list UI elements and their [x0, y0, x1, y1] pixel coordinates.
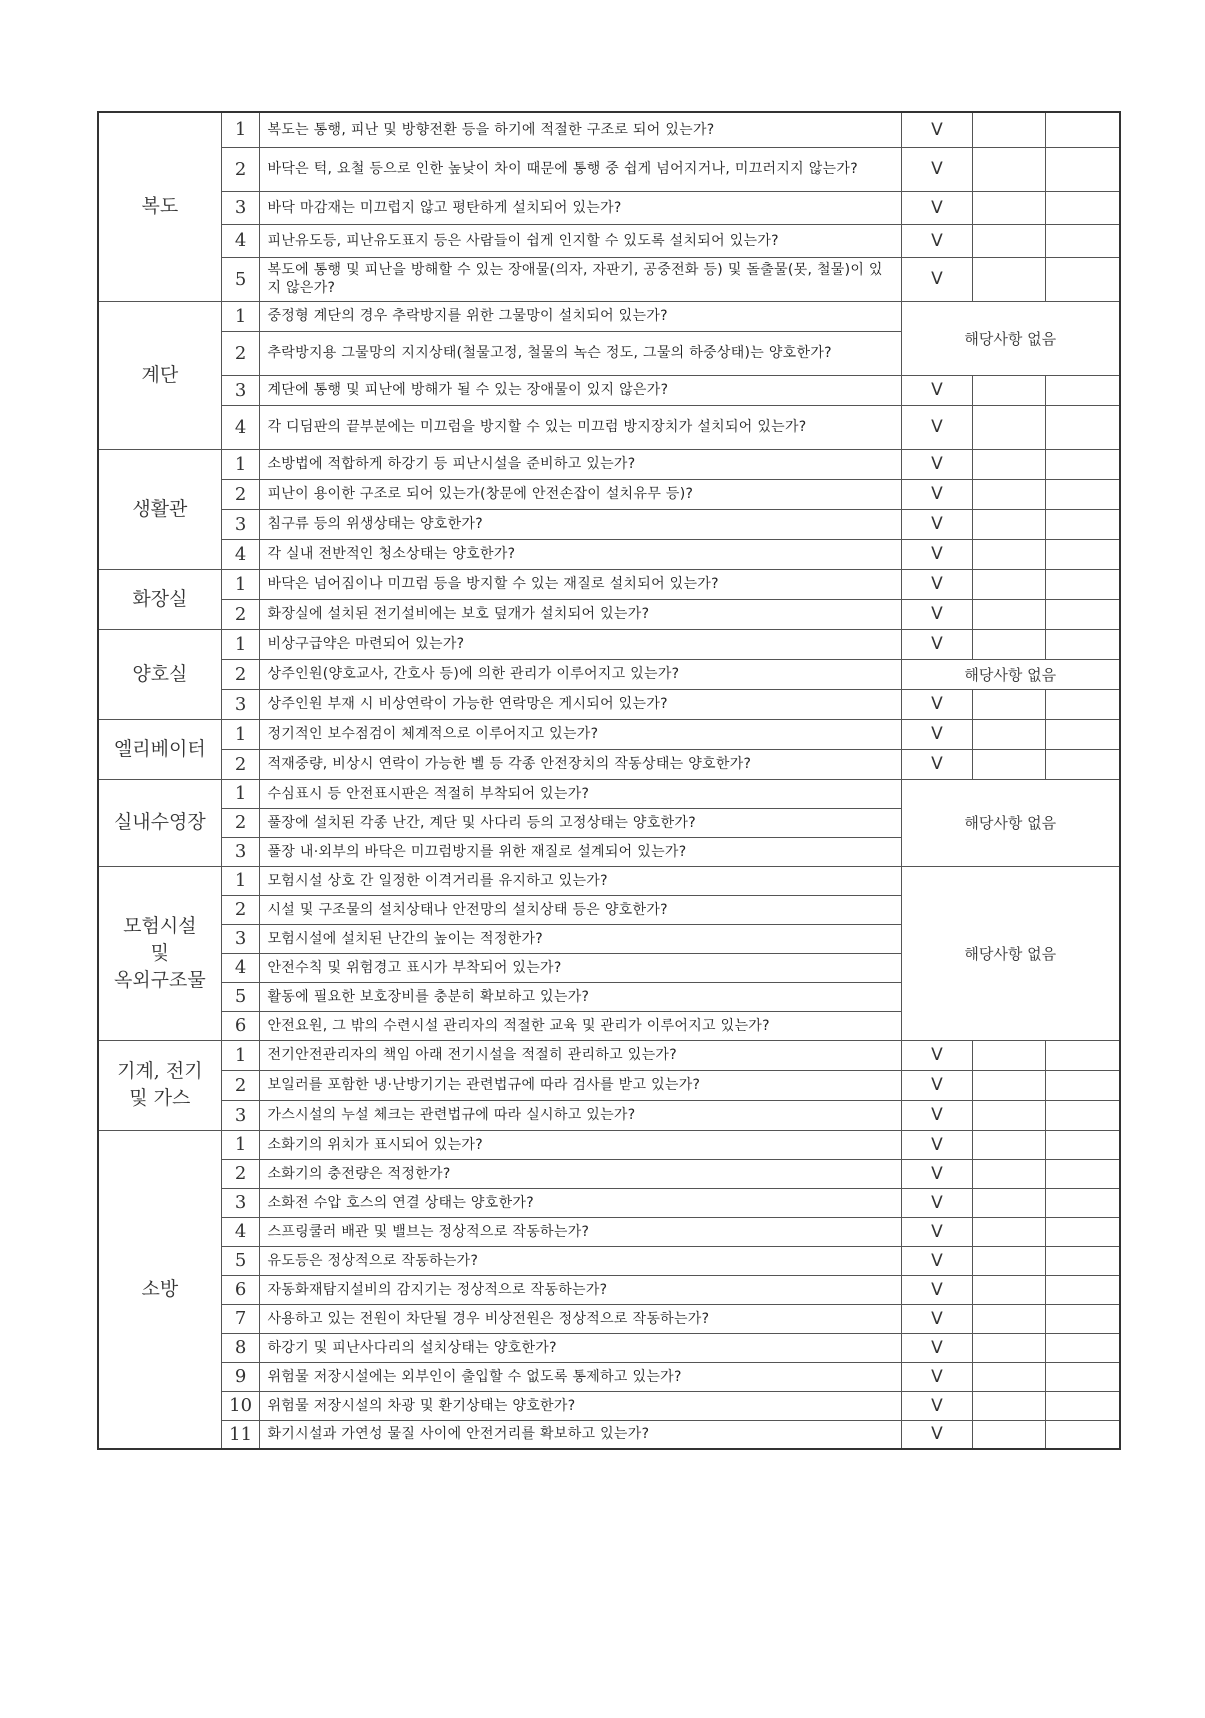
item-question: 보일러를 포함한 냉·난방기기는 관련법규에 따라 검사를 받고 있는가? — [260, 1070, 901, 1100]
section-label — [98, 719, 221, 779]
table-row — [98, 569, 1120, 599]
item-number: 5 — [221, 1246, 260, 1275]
blank-cell — [973, 375, 1046, 405]
item-question: 안전요원, 그 밖의 수련시설 관리자의 적절한 교육 및 관리가 이루어지고 있는가? — [260, 1011, 901, 1040]
blank-cell — [1046, 479, 1120, 509]
item-number: 2 — [221, 147, 260, 191]
item-question: 계단에 통행 및 피난에 방해가 될 수 있는 장애물이 있지 않은가? — [260, 375, 901, 405]
blank-cell — [973, 147, 1046, 191]
item-question: 위험물 저장시설에는 외부인이 출입할 수 없도록 통제하고 있는가? — [260, 1362, 901, 1391]
section-label-line: 실내수영장 — [113, 811, 206, 833]
item-question: 소화기의 충전량은 적정한가? — [260, 1159, 901, 1188]
check-mark: V — [901, 749, 973, 779]
item-question: 전기안전관리자의 책임 아래 전기시설을 적절히 관리하고 있는가? — [260, 1040, 901, 1070]
item-number: 3 — [221, 689, 260, 719]
check-mark: V — [901, 1333, 973, 1362]
table-row — [98, 539, 1120, 569]
item-number: 2 — [221, 331, 260, 375]
table-row — [98, 1217, 1120, 1246]
section-label-line: 양호실 — [132, 662, 188, 685]
item-question: 바닥은 턱, 요철 등으로 인한 높낮이 차이 때문에 통행 중 쉽게 넘어지거나, 미끄러지지 않는가? — [260, 147, 901, 191]
section-label-line: 엘리베이터 — [113, 737, 206, 760]
check-mark: V — [901, 1391, 973, 1420]
table-row — [98, 689, 1120, 719]
blank-cell — [973, 1100, 1046, 1130]
blank-cell — [973, 1391, 1046, 1420]
blank-cell — [1046, 1040, 1120, 1070]
item-question: 화기시설과 가연성 물질 사이에 안전거리를 확보하고 있는가? — [260, 1420, 901, 1449]
item-number: 1 — [221, 449, 260, 479]
blank-cell — [1046, 375, 1120, 405]
blank-cell — [973, 719, 1046, 749]
item-question: 화장실에 설치된 전기설비에는 보호 덮개가 설치되어 있는가? — [260, 599, 901, 629]
blank-cell — [973, 1246, 1046, 1275]
blank-cell — [1046, 1391, 1120, 1420]
item-question: 적재중량, 비상시 연락이 가능한 벨 등 각종 안전장치의 작동상태는 양호한가? — [260, 749, 901, 779]
item-number: 10 — [221, 1391, 260, 1420]
item-number: 1 — [221, 301, 260, 331]
table-row — [98, 599, 1120, 629]
check-mark: V — [901, 1275, 973, 1304]
table-row — [98, 1333, 1120, 1362]
check-mark: V — [901, 1304, 973, 1333]
table-row — [98, 1130, 1120, 1159]
section-label — [98, 112, 221, 301]
blank-cell — [973, 1070, 1046, 1100]
blank-cell — [973, 1130, 1046, 1159]
section-label-line: 복도 — [141, 195, 179, 218]
item-number: 1 — [221, 1040, 260, 1070]
item-number: 1 — [221, 1130, 260, 1159]
check-mark: V — [901, 689, 973, 719]
check-mark: V — [901, 599, 973, 629]
blank-cell — [973, 509, 1046, 539]
blank-cell — [1046, 1304, 1120, 1333]
blank-cell — [973, 191, 1046, 224]
item-number: 4 — [221, 1217, 260, 1246]
blank-cell — [973, 749, 1046, 779]
blank-cell — [1046, 1159, 1120, 1188]
blank-cell — [973, 599, 1046, 629]
item-number: 2 — [221, 808, 260, 837]
check-mark: V — [901, 1130, 973, 1159]
blank-cell — [973, 1275, 1046, 1304]
blank-cell — [973, 449, 1046, 479]
item-number: 6 — [221, 1275, 260, 1304]
item-question: 자동화재탐지설비의 감지기는 정상적으로 작동하는가? — [260, 1275, 901, 1304]
section-label-line: 및 가스 — [129, 1087, 191, 1109]
blank-cell — [973, 539, 1046, 569]
table-row — [98, 629, 1120, 659]
item-number: 4 — [221, 953, 260, 982]
item-question: 피난이 용이한 구조로 되어 있는가(창문에 안전손잡이 설치유무 등)? — [260, 479, 901, 509]
item-number: 2 — [221, 599, 260, 629]
check-mark: V — [901, 479, 973, 509]
item-number: 2 — [221, 659, 260, 689]
item-number: 1 — [221, 112, 260, 147]
blank-cell — [1046, 1070, 1120, 1100]
item-question: 하강기 및 피난사다리의 설치상태는 양호한가? — [260, 1333, 901, 1362]
table-row — [98, 749, 1120, 779]
item-question: 상주인원 부재 시 비상연락이 가능한 연락망은 게시되어 있는가? — [260, 689, 901, 719]
table-row — [98, 479, 1120, 509]
check-mark: V — [901, 1040, 973, 1070]
item-number: 1 — [221, 866, 260, 895]
item-question: 모험시설에 설치된 난간의 높이는 적정한가? — [260, 924, 901, 953]
blank-cell — [1046, 569, 1120, 599]
item-question: 가스시설의 누설 체크는 관련법규에 따라 실시하고 있는가? — [260, 1100, 901, 1130]
table-row — [98, 779, 1120, 808]
check-mark: V — [901, 405, 973, 449]
section-label-line: 소방 — [141, 1277, 179, 1300]
check-mark: V — [901, 191, 973, 224]
table-row — [98, 112, 1120, 147]
check-mark: V — [901, 224, 973, 257]
table-row — [98, 257, 1120, 301]
blank-cell — [973, 479, 1046, 509]
item-number: 8 — [221, 1333, 260, 1362]
item-question: 중정형 계단의 경우 추락방지를 위한 그물망이 설치되어 있는가? — [260, 301, 901, 331]
item-number: 7 — [221, 1304, 260, 1333]
item-question: 바닥 마감재는 미끄럽지 않고 평탄하게 설치되어 있는가? — [260, 191, 901, 224]
item-question: 추락방지용 그물망의 지지상태(철물고정, 철물의 녹슨 정도, 그물의 하중상태)는 양호한가? — [260, 331, 901, 375]
item-question: 복도는 통행, 피난 및 방향전환 등을 하기에 적절한 구조로 되어 있는가? — [260, 112, 901, 147]
item-number: 3 — [221, 375, 260, 405]
item-number: 1 — [221, 629, 260, 659]
blank-cell — [973, 1188, 1046, 1217]
blank-cell — [973, 224, 1046, 257]
item-number: 2 — [221, 895, 260, 924]
item-question: 바닥은 넘어짐이나 미끄럼 등을 방지할 수 있는 재질로 설치되어 있는가? — [260, 569, 901, 599]
table-row — [98, 224, 1120, 257]
blank-cell — [973, 1420, 1046, 1449]
item-number: 4 — [221, 539, 260, 569]
not-applicable-cell: 해당사항 없음 — [901, 779, 1120, 866]
item-number: 3 — [221, 1100, 260, 1130]
check-mark: V — [901, 1100, 973, 1130]
table-row — [98, 449, 1120, 479]
item-question: 수심표시 등 안전표시판은 적절히 부착되어 있는가? — [260, 779, 901, 808]
item-number: 3 — [221, 924, 260, 953]
item-number: 2 — [221, 1070, 260, 1100]
blank-cell — [973, 569, 1046, 599]
section-label-line: 및 — [150, 941, 170, 964]
item-number: 1 — [221, 779, 260, 808]
blank-cell — [1046, 539, 1120, 569]
blank-cell — [973, 1159, 1046, 1188]
table-row — [98, 1275, 1120, 1304]
blank-cell — [1046, 509, 1120, 539]
check-mark: V — [901, 257, 973, 301]
item-question: 스프링쿨러 배관 및 밸브는 정상적으로 작동하는가? — [260, 1217, 901, 1246]
not-applicable-cell: 해당사항 없음 — [901, 301, 1120, 375]
blank-cell — [1046, 1100, 1120, 1130]
blank-cell — [1046, 147, 1120, 191]
table-row — [98, 147, 1120, 191]
check-mark: V — [901, 569, 973, 599]
item-question: 소화전 수압 호스의 연결 상태는 양호한가? — [260, 1188, 901, 1217]
item-question: 소방법에 적합하게 하강기 등 피난시설을 준비하고 있는가? — [260, 449, 901, 479]
section-label-line: 계단 — [141, 363, 179, 386]
item-question: 사용하고 있는 전원이 차단될 경우 비상전원은 정상적으로 작동하는가? — [260, 1304, 901, 1333]
section-label — [98, 301, 221, 449]
item-number: 3 — [221, 191, 260, 224]
check-mark: V — [901, 112, 973, 147]
table-row — [98, 719, 1120, 749]
section-label-line: 기계, 전기 — [117, 1060, 203, 1082]
not-applicable-cell: 해당사항 없음 — [901, 866, 1120, 1040]
section-label — [98, 629, 221, 719]
blank-cell — [1046, 599, 1120, 629]
blank-cell — [973, 629, 1046, 659]
blank-cell — [1046, 1333, 1120, 1362]
table-row — [98, 1188, 1120, 1217]
item-number: 3 — [221, 837, 260, 866]
blank-cell — [1046, 405, 1120, 449]
table-row — [98, 1070, 1120, 1100]
blank-cell — [973, 1362, 1046, 1391]
table-row — [98, 1246, 1120, 1275]
table-row — [98, 509, 1120, 539]
blank-cell — [1046, 1275, 1120, 1304]
check-mark: V — [901, 509, 973, 539]
check-mark: V — [901, 719, 973, 749]
item-question: 풀장 내·외부의 바닥은 미끄럼방지를 위한 재질로 설계되어 있는가? — [260, 837, 901, 866]
item-number: 5 — [221, 982, 260, 1011]
table-row — [98, 1304, 1120, 1333]
blank-cell — [973, 1217, 1046, 1246]
item-question: 상주인원(양호교사, 간호사 등)에 의한 관리가 이루어지고 있는가? — [260, 659, 901, 689]
item-question: 소화기의 위치가 표시되어 있는가? — [260, 1130, 901, 1159]
item-question: 위험물 저장시설의 차광 및 환기상태는 양호한가? — [260, 1391, 901, 1420]
blank-cell — [973, 1040, 1046, 1070]
blank-cell — [1046, 1246, 1120, 1275]
table-row — [98, 375, 1120, 405]
blank-cell — [973, 1304, 1046, 1333]
check-mark: V — [901, 1362, 973, 1391]
item-question: 시설 및 구조물의 설치상태나 안전망의 설치상태 등은 양호한가? — [260, 895, 901, 924]
blank-cell — [1046, 1188, 1120, 1217]
item-question: 피난유도등, 피난유도표지 등은 사람들이 쉽게 인지할 수 있도록 설치되어 있는가? — [260, 224, 901, 257]
item-number: 4 — [221, 405, 260, 449]
item-question: 복도에 통행 및 피난을 방해할 수 있는 장애물(의자, 자판기, 공중전화 등) 및 돌출물(못, 철물)이 있지 않은가? — [260, 257, 901, 301]
blank-cell — [973, 689, 1046, 719]
table-row — [98, 301, 1120, 331]
blank-cell — [1046, 257, 1120, 301]
item-question: 모험시설 상호 간 일정한 이격거리를 유지하고 있는가? — [260, 866, 901, 895]
section-label — [98, 1040, 221, 1130]
item-question: 풀장에 설치된 각종 난간, 계단 및 사다리 등의 고정상태는 양호한가? — [260, 808, 901, 837]
section-label — [98, 449, 221, 569]
blank-cell — [973, 405, 1046, 449]
checklist-table — [97, 111, 1121, 1450]
check-mark: V — [901, 449, 973, 479]
item-question: 비상구급약은 마련되어 있는가? — [260, 629, 901, 659]
item-number: 6 — [221, 1011, 260, 1040]
section-label-line: 옥외구조물 — [113, 968, 206, 991]
check-mark: V — [901, 375, 973, 405]
check-mark: V — [901, 1217, 973, 1246]
item-number: 2 — [221, 479, 260, 509]
item-number: 9 — [221, 1362, 260, 1391]
section-label-line: 모험시설 — [123, 914, 197, 937]
item-number: 1 — [221, 719, 260, 749]
blank-cell — [1046, 1420, 1120, 1449]
blank-cell — [1046, 719, 1120, 749]
item-number: 2 — [221, 1159, 260, 1188]
item-question: 정기적인 보수점검이 체계적으로 이루어지고 있는가? — [260, 719, 901, 749]
blank-cell — [1046, 224, 1120, 257]
check-mark: V — [901, 147, 973, 191]
section-label — [98, 569, 221, 629]
item-number: 5 — [221, 257, 260, 301]
table-row — [98, 405, 1120, 449]
blank-cell — [1046, 689, 1120, 719]
blank-cell — [1046, 112, 1120, 147]
table-row — [98, 191, 1120, 224]
table-row — [98, 866, 1120, 895]
table-row — [98, 1100, 1120, 1130]
item-question: 유도등은 정상적으로 작동하는가? — [260, 1246, 901, 1275]
item-question: 침구류 등의 위생상태는 양호한가? — [260, 509, 901, 539]
check-mark: V — [901, 1159, 973, 1188]
table-row — [98, 1420, 1120, 1449]
section-label-line: 생활관 — [132, 497, 188, 520]
check-mark: V — [901, 1246, 973, 1275]
table-row — [98, 1362, 1120, 1391]
item-number: 2 — [221, 749, 260, 779]
check-mark: V — [901, 1420, 973, 1449]
item-number: 3 — [221, 509, 260, 539]
section-label — [98, 779, 221, 866]
table-row — [98, 1040, 1120, 1070]
table-row — [98, 1159, 1120, 1188]
check-mark: V — [901, 539, 973, 569]
item-question: 각 실내 전반적인 청소상태는 양호한가? — [260, 539, 901, 569]
blank-cell — [973, 1333, 1046, 1362]
item-question: 활동에 필요한 보호장비를 충분히 확보하고 있는가? — [260, 982, 901, 1011]
blank-cell — [1046, 1130, 1120, 1159]
table-row — [98, 1391, 1120, 1420]
item-question: 안전수칙 및 위험경고 표시가 부착되어 있는가? — [260, 953, 901, 982]
item-number: 11 — [221, 1420, 260, 1449]
section-label — [98, 1130, 221, 1449]
item-question: 각 디딤판의 끝부분에는 미끄럼을 방지할 수 있는 미끄럼 방지장치가 설치되어 있는가? — [260, 405, 901, 449]
item-number: 3 — [221, 1188, 260, 1217]
blank-cell — [1046, 1362, 1120, 1391]
blank-cell — [1046, 449, 1120, 479]
section-label — [98, 866, 221, 1040]
check-mark: V — [901, 629, 973, 659]
item-number: 1 — [221, 569, 260, 599]
blank-cell — [973, 112, 1046, 147]
check-mark: V — [901, 1188, 973, 1217]
item-number: 4 — [221, 224, 260, 257]
blank-cell — [1046, 749, 1120, 779]
table-row — [98, 659, 1120, 689]
blank-cell — [973, 257, 1046, 301]
not-applicable-cell: 해당사항 없음 — [901, 659, 1120, 689]
blank-cell — [1046, 1217, 1120, 1246]
blank-cell — [1046, 191, 1120, 224]
check-mark: V — [901, 1070, 973, 1100]
section-label-line: 화장실 — [132, 587, 188, 610]
blank-cell — [1046, 629, 1120, 659]
